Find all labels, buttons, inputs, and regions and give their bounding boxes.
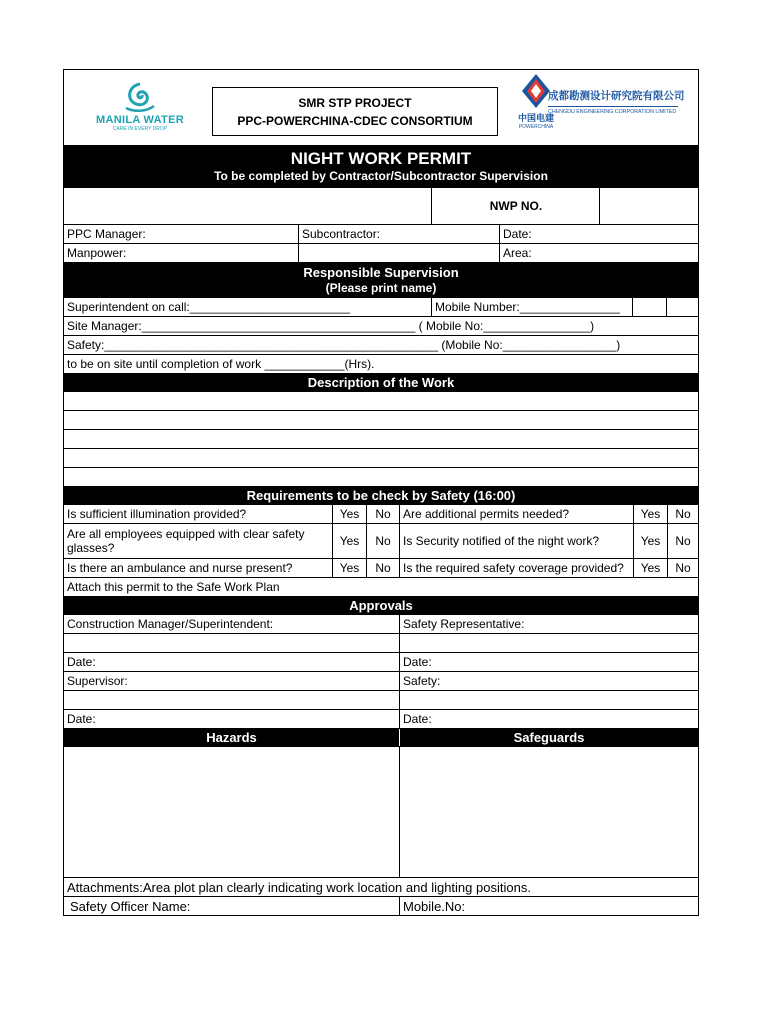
safety-glasses-no[interactable]: No (366, 524, 399, 558)
supervision-subtitle: (Please print name) (325, 281, 437, 295)
nwp-row (63, 188, 699, 225)
attachments-note: Attachments:Area plot plan clearly indicating work location and lighting positions. (67, 879, 531, 895)
requirements-row-2 (63, 524, 699, 559)
mobile-extra-cell-2 (666, 298, 698, 316)
supervision-title: Responsible Supervision (303, 265, 459, 280)
project-line-2: PPC-POWERCHINA-CDEC CONSORTIUM (237, 113, 473, 128)
construction-manager-label: Construction Manager/Superintendent: (67, 617, 274, 631)
description-bar (63, 374, 699, 392)
safeguards-area[interactable] (399, 747, 698, 877)
security-yes[interactable]: Yes (633, 524, 667, 558)
approvals-row-2 (63, 634, 699, 653)
security-no[interactable]: No (667, 524, 698, 558)
manpower-value[interactable] (298, 244, 499, 262)
approvals-row-5 (63, 691, 699, 710)
supervision-bar (63, 263, 699, 298)
safety-date[interactable]: Date: (399, 710, 698, 728)
safeguards-title: Safeguards (399, 729, 698, 746)
site-manager-row (63, 317, 699, 336)
attach-note-row (63, 578, 699, 597)
mobile-extra-cell-1 (632, 298, 666, 316)
illumination-yes[interactable]: Yes (332, 505, 366, 523)
title-bar (63, 146, 699, 188)
safety-label: Safety: (399, 672, 698, 690)
security-question: Is Security notified of the night work? (399, 524, 633, 558)
subcontractor-label: Subcontractor: (298, 225, 499, 243)
superintendent-field[interactable]: Superintendent on call:________________________ (67, 300, 350, 314)
manila-water-tagline: CARE IN EVERY DROP (112, 126, 168, 132)
permits-no[interactable]: No (667, 505, 698, 523)
illumination-question: Is sufficient illumination provided? (67, 507, 247, 521)
requirements-row-1 (63, 505, 699, 524)
description-line-2[interactable] (63, 411, 699, 430)
manpower-label: Manpower: (67, 246, 127, 260)
safety-glasses-question: Are all employees equipped with clear safety glasses? (67, 527, 305, 555)
safety-officer-row (63, 897, 699, 916)
ambulance-yes[interactable]: Yes (332, 559, 366, 577)
description-title: Description of the Work (307, 375, 455, 390)
construction-manager-signature[interactable] (64, 634, 399, 652)
ambulance-no[interactable]: No (366, 559, 399, 577)
mobile-number-field[interactable]: Mobile Number:_______________ (431, 298, 632, 316)
safety-field[interactable]: Safety:__________________________________________________ (Mobile No:_________________) (67, 338, 621, 352)
hazards-safeguards-bar (63, 729, 699, 747)
supervisor-label: Supervisor: (67, 674, 128, 688)
approvals-row-3 (63, 653, 699, 672)
safety-officer-label[interactable]: Safety Officer Name: (70, 898, 191, 914)
description-line-5[interactable] (63, 468, 699, 487)
safety-glasses-yes[interactable]: Yes (332, 524, 366, 558)
area-label: Area: (499, 244, 698, 262)
approvals-row-6 (63, 710, 699, 729)
safety-row (63, 336, 699, 355)
ambulance-question: Is there an ambulance and nurse present? (67, 561, 293, 575)
safety-coverage-yes[interactable]: Yes (633, 559, 667, 577)
powerchina-badge-en: POWERCHINA (518, 124, 554, 130)
safety-rep-date[interactable]: Date: (399, 653, 698, 671)
date-label: Date: (499, 225, 698, 243)
requirements-row-3 (63, 559, 699, 578)
safety-coverage-no[interactable]: No (667, 559, 698, 577)
requirements-bar (63, 487, 699, 505)
night-work-permit-form (63, 69, 699, 916)
chengdu-engineering-logo (548, 88, 685, 115)
info-row-1 (63, 225, 699, 244)
page-subtitle: To be completed by Contractor/Subcontractor Supervision (214, 169, 548, 183)
nwp-number-field[interactable] (599, 188, 698, 224)
chengdu-name-cn: 成都勘测设计研究院有限公司 (548, 90, 685, 102)
hazards-safeguards-body (63, 747, 699, 878)
illumination-no[interactable]: No (366, 505, 399, 523)
manila-water-wordmark: MANILA WATER (96, 114, 184, 126)
info-row-2 (63, 244, 699, 263)
on-site-hours-field[interactable]: to be on site until completion of work ____________(Hrs). (67, 357, 375, 371)
description-line-4[interactable] (63, 449, 699, 468)
hazards-area[interactable] (64, 747, 399, 877)
powerchina-badge-cn: 中国电建 (517, 113, 554, 123)
project-line-1: SMR STP PROJECT (298, 95, 412, 110)
approvals-row-4 (63, 672, 699, 691)
description-line-3[interactable] (63, 430, 699, 449)
description-line-1[interactable] (63, 392, 699, 411)
attach-note: Attach this permit to the Safe Work Plan (67, 580, 280, 594)
attachments-row (63, 878, 699, 897)
safety-coverage-question: Is the required safety coverage provided? (399, 559, 633, 577)
supervisor-signature[interactable] (64, 691, 399, 709)
approvals-row-1 (63, 615, 699, 634)
mobile-no-label[interactable]: Mobile.No: (399, 897, 698, 915)
site-manager-field[interactable]: Site Manager:_________________________________________ ( Mobile No:________________) (67, 319, 595, 333)
hazards-title: Hazards (206, 730, 257, 745)
nwp-label: NWP NO. (431, 188, 600, 224)
safety-rep-signature[interactable] (399, 634, 698, 652)
on-site-row (63, 355, 699, 374)
safety-signature[interactable] (399, 691, 698, 709)
approvals-bar (63, 597, 699, 615)
supervisor-date[interactable]: Date: (67, 712, 96, 726)
construction-manager-date[interactable]: Date: (67, 655, 96, 669)
superintendent-row (63, 298, 699, 317)
page-title: NIGHT WORK PERMIT (290, 149, 472, 168)
chengdu-name-en: CHENGDU ENGINEERING CORPORATION LIMITED (548, 106, 678, 115)
water-swirl-icon (120, 82, 160, 114)
safety-rep-label: Safety Representative: (399, 615, 698, 633)
approvals-title: Approvals (349, 598, 413, 613)
permits-yes[interactable]: Yes (633, 505, 667, 523)
project-title-box (212, 87, 498, 136)
form-header (63, 69, 699, 146)
manila-water-logo (86, 82, 194, 138)
permits-question: Are additional permits needed? (399, 505, 633, 523)
ppc-manager-label: PPC Manager: (67, 227, 146, 241)
requirements-title: Requirements to be check by Safety (16:00) (246, 488, 516, 503)
